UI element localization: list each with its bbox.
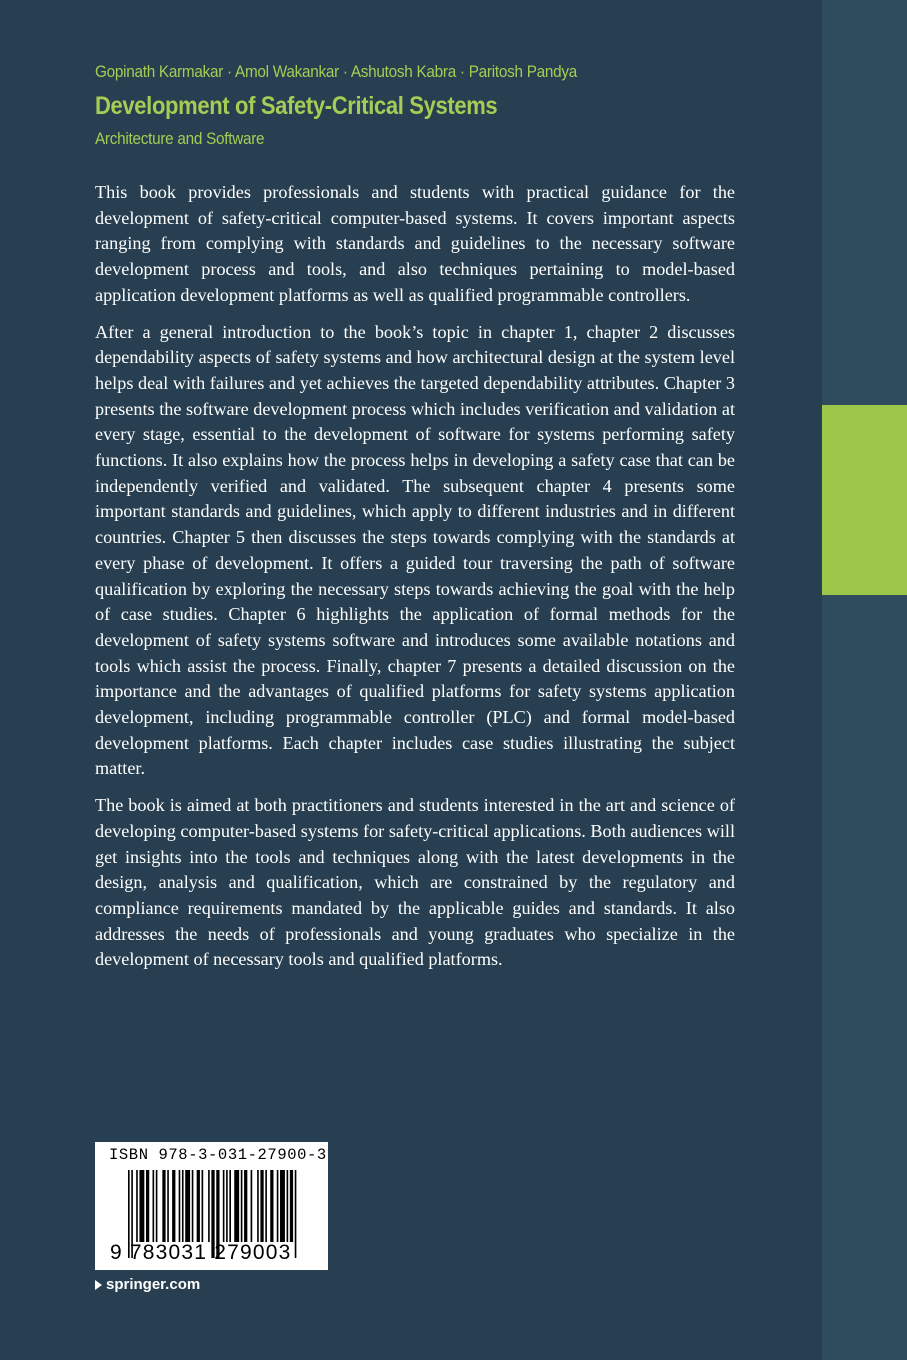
barcode-bar: [241, 1170, 243, 1242]
description-paragraph-3: The book is aimed at both practitioners and students interested in the art and science of developing computer-based systems for safety-critical applications. Both audiences will get insights into the tools and techniques along with the latest developments in the design, analysis and qualification, which are constrained by the regulatory and compliance requirements mandated by the applicable guides and standards. It also addresses the needs of professionals and young graduates who specialize in the development of necessary tools and qualified platforms.: [95, 795, 735, 970]
barcode-bar: [226, 1170, 228, 1242]
barcode-bar: [234, 1170, 239, 1242]
barcode-bar: [277, 1170, 279, 1242]
barcode-bar: [202, 1170, 204, 1242]
barcode-bar: [290, 1170, 293, 1242]
barcode-bar: [172, 1170, 175, 1242]
barcode-bar: [251, 1170, 253, 1242]
barcode-bar: [185, 1170, 190, 1242]
barcode-bar: [223, 1170, 225, 1242]
arrow-right-icon: [95, 1280, 102, 1290]
barcode-bar: [179, 1170, 181, 1242]
barcode-bar: [280, 1170, 285, 1242]
publisher-link[interactable]: [95, 1276, 200, 1293]
barcode-bar: [270, 1170, 273, 1242]
barcode-bar: [146, 1170, 149, 1242]
author-list: Gopinath Karmakar · Amol Wakankar · Ashutosh Kabra · Paritosh Pandya: [95, 62, 577, 81]
barcode-bar: [139, 1170, 144, 1242]
book-title: Development of Safety-Critical Systems: [95, 92, 498, 120]
barcode-bar: [136, 1170, 138, 1242]
barcode-bar: [156, 1170, 158, 1242]
barcode-bar: [208, 1170, 210, 1242]
barcode-bar: [153, 1170, 155, 1242]
spine-accent-bar: [822, 405, 907, 595]
barcode-bar: [287, 1170, 289, 1242]
spine-panel: [822, 0, 907, 1360]
barcode-bar: [244, 1170, 247, 1242]
barcode-bar: [192, 1170, 194, 1242]
barcode-bar: [162, 1170, 165, 1242]
barcode-bar: [167, 1170, 169, 1242]
barcode-bar: [265, 1170, 267, 1242]
barcode-box: [95, 1142, 328, 1270]
barcode-bar: [260, 1170, 263, 1242]
barcode-bar: [295, 1170, 297, 1258]
description-paragraph-2: After a general introduction to the book’s topic in chapter 1, chapter 2 discusses dependability aspects of safety systems and how architectural design at the system level helps deal with failures and yet achieves the targeted dependability attributes. Chapter 3 presents the software development process which includes verification and validation at every stage, essential to the development of software for systems performing safety functions. It also explains how the process helps in developing a safety case that can be independently verified and validated. The subsequent chapter 4 presents some important standards and guidelines, which apply to different industries and in different countries. Chapter 5 then discusses the steps towards complying with the standards at every phase of development. It offers a guided tour traversing the path of software qualification by exploring the necessary steps towards achieving the goal with the help of case studies. Chapter 6 highlights the application of formal methods for the development of safety systems software and introduces some available notations and tools which assist the process. Finally, chapter 7 presents a detailed discussion on the importance and the advantages of qualified platforms for safety systems application development, including programmable controller (PLC) and formal model-based development platforms. Each chapter includes case studies illustrating the subject matter.: [95, 321, 735, 779]
publisher-website: springer.com: [106, 1276, 201, 1293]
book-subtitle: Architecture and Software: [95, 129, 265, 148]
isbn-label: ISBN 978-3-031-27900-3: [109, 1146, 327, 1164]
barcode-bar: [197, 1170, 200, 1242]
description-paragraph-1: This book provides professionals and students with practical guidance for the development of safety-critical computer-based systems. It covers important aspects ranging from complying with standards and guidelines to the necessary software development process and tools, and also techniques pertaining to model-based application development platforms as well as qualified programmable controllers.: [95, 182, 735, 305]
description-text: [95, 180, 735, 984]
barcode-bar: [257, 1170, 259, 1242]
barcode-bar: [182, 1170, 184, 1242]
ean-digits: 9 783031 279003: [110, 1241, 292, 1264]
barcode-bar: [229, 1170, 231, 1242]
